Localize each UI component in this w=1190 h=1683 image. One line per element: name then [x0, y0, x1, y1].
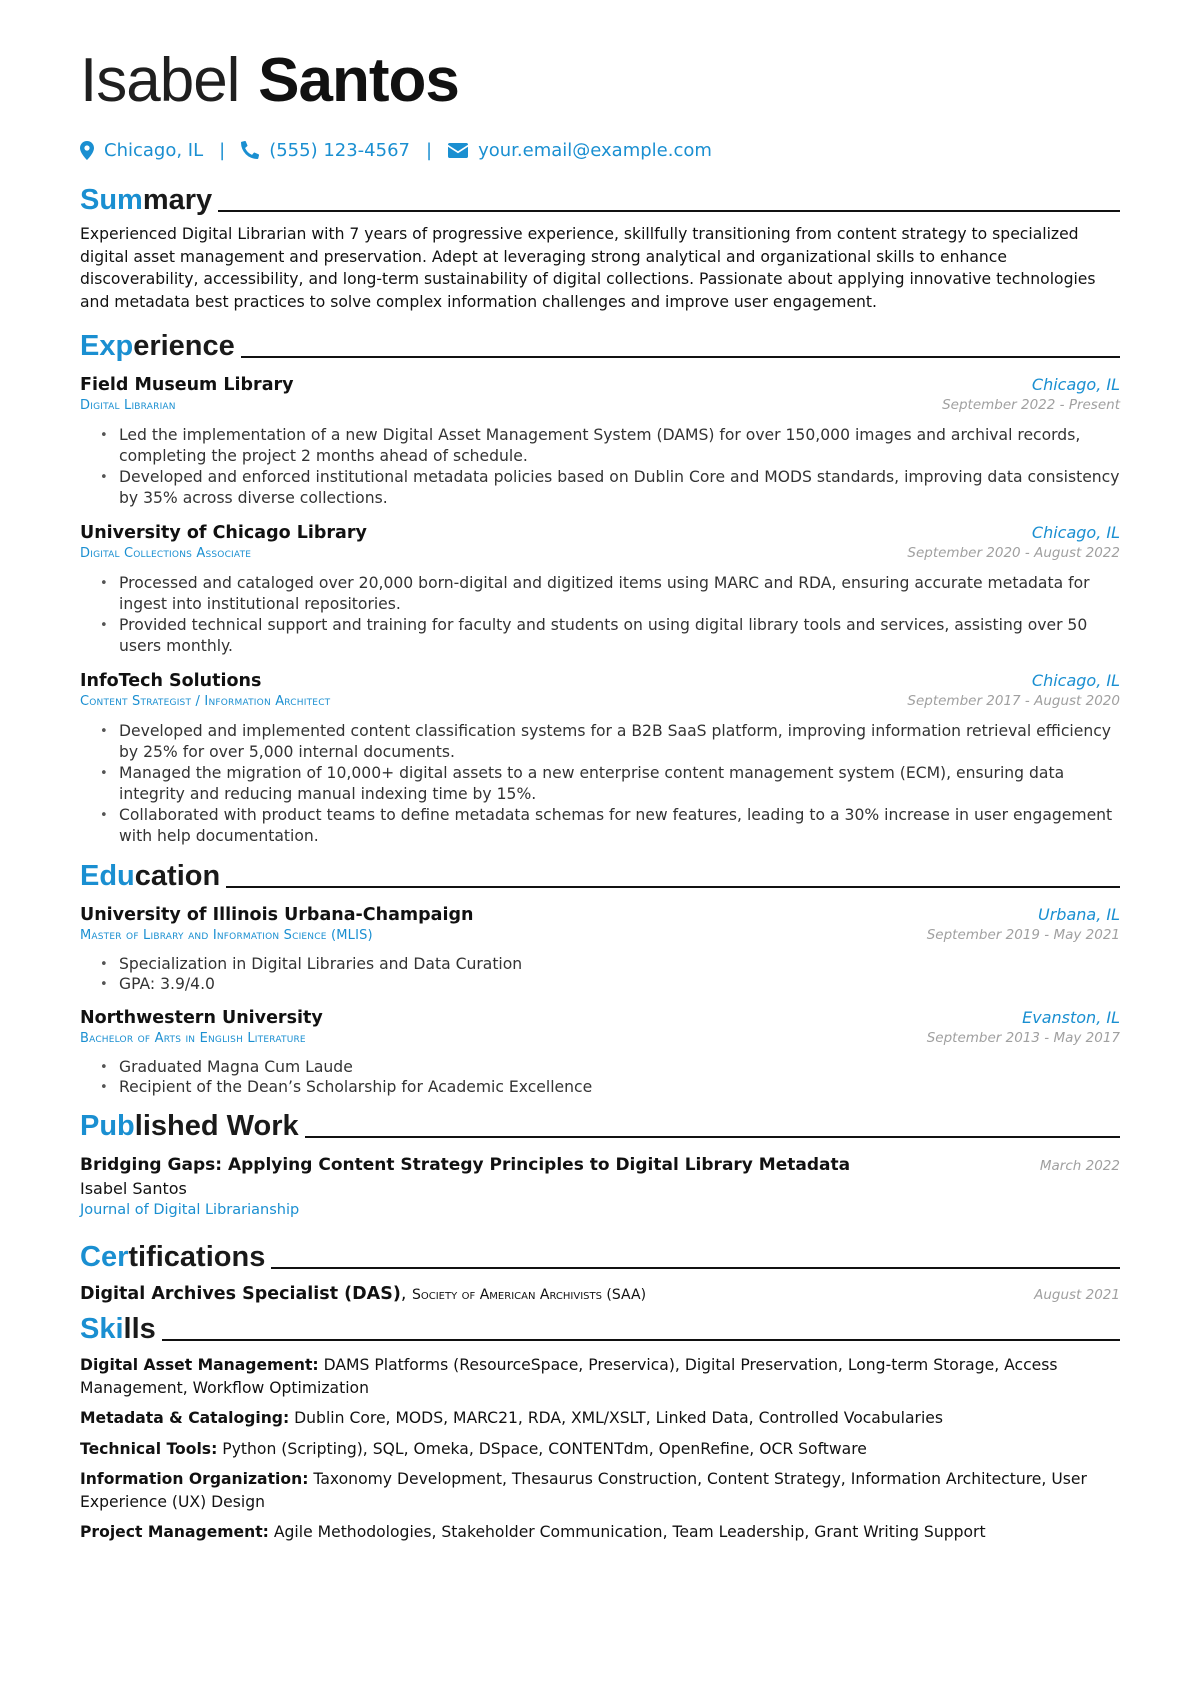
envelope-icon	[448, 143, 468, 158]
heading-accent: Ski	[80, 1313, 124, 1345]
contact-separator: |	[426, 139, 433, 161]
skills-heading	[80, 1308, 1120, 1346]
heading-accent: Exp	[80, 330, 134, 362]
skill-label: Project Management:	[80, 1523, 269, 1541]
job-bullets	[100, 721, 1120, 847]
employer-name: InfoTech Solutions	[80, 671, 262, 691]
contact-location	[80, 140, 203, 161]
certification-date: August 2021	[1034, 1287, 1120, 1303]
last-name: Santos	[258, 46, 459, 115]
publication-journal: Journal of Digital Librarianship	[80, 1202, 300, 1218]
list-item: • Recipient of the Dean’s Scholarship for Academic Excellence	[100, 1078, 1120, 1098]
certification-name: Digital Archives Specialist (DAS)	[80, 1284, 401, 1304]
degree-name: Bachelor of Arts in English Literature	[80, 1031, 306, 1046]
list-item: • GPA: 3.9/4.0	[100, 975, 1120, 995]
skill-label: Metadata & Cataloging:	[80, 1409, 290, 1427]
job-bullets	[100, 573, 1120, 657]
skill-label: Information Organization:	[80, 1470, 309, 1488]
section-rule	[271, 1267, 1120, 1269]
skill-value: Python (Scripting), SQL, Omeka, DSpace, CONTENTdm, OpenRefine, OCR Software	[217, 1439, 867, 1458]
publication-author: Isabel Santos	[80, 1179, 187, 1198]
phone-text: (555) 123-4567	[269, 139, 410, 161]
list-item: • Developed and enforced institutional metadata policies based on Dublin Core and MODS standards, improving data consistency by 35% across diverse collections.	[100, 467, 1120, 509]
list-item: • Developed and implemented content classification systems for a B2B SaaS platform, improving information retrieval efficiency by 25% for over 5,000 internal documents.	[100, 721, 1120, 763]
job-bullets	[100, 425, 1120, 509]
list-item: • Managed the migration of 10,000+ digital assets to a new enterprise content management system (ECM), ensuring data integrity and reducing manual indexing time by 15%.	[100, 763, 1120, 805]
skill-row	[80, 1407, 1120, 1430]
list-item: • Led the implementation of a new Digital Asset Management System (DAMS) for over 150,000 images and archival records, completing the project 2 months ahead of schedule.	[100, 425, 1120, 467]
heading-accent: Edu	[80, 860, 135, 892]
skill-row	[80, 1521, 1120, 1544]
degree-name: Master of Library and Information Science (MLIS)	[80, 928, 373, 943]
published-heading	[80, 1105, 1120, 1143]
skill-row	[80, 1354, 1120, 1399]
experience-entry	[80, 523, 1120, 657]
experience-entry	[80, 375, 1120, 509]
list-item: • Processed and cataloged over 20,000 born-digital and digitized items using MARC and RDA, ensuring accurate metadata for ingest into institutional repositories.	[100, 573, 1120, 615]
job-title: Digital Librarian	[80, 398, 176, 413]
experience-heading	[80, 325, 1120, 363]
job-location: Chicago, IL	[1031, 375, 1120, 394]
map-marker-icon	[80, 141, 94, 160]
education-entry	[80, 905, 1120, 994]
certification-entry	[80, 1284, 1120, 1304]
skill-row	[80, 1468, 1120, 1513]
contact-separator: |	[219, 139, 226, 161]
certification-issuer: Society of American Archivists (SAA)	[411, 1287, 647, 1303]
heading-rest: tifications	[128, 1241, 266, 1273]
section-rule	[241, 356, 1120, 358]
experience-entry	[80, 671, 1120, 847]
heading-rest: cation	[134, 860, 221, 892]
school-location: Evanston, IL	[1022, 1008, 1120, 1027]
first-name: Isabel	[80, 46, 240, 115]
education-heading	[80, 855, 1120, 893]
skill-value: Agile Methodologies, Stakeholder Communication, Team Leadership, Grant Writing Support	[268, 1523, 986, 1541]
skill-value: Taxonomy Development, Thesaurus Construction, Content Strategy, Information Architecture, User Experience (UX) Design	[80, 1470, 1087, 1511]
education-dates: September 2013 - May 2017	[926, 1030, 1120, 1046]
certifications-heading	[80, 1236, 1120, 1274]
section-rule	[305, 1136, 1120, 1138]
job-title: Content Strategist / Information Architect	[80, 694, 331, 709]
candidate-name	[80, 44, 1120, 117]
heading-accent: Pub	[80, 1110, 135, 1142]
heading-accent: Cer	[80, 1241, 129, 1273]
email-text: your.email@example.com	[478, 139, 712, 161]
heading-rest: erience	[133, 330, 235, 362]
section-rule	[218, 210, 1120, 212]
location-text: Chicago, IL	[104, 139, 204, 161]
list-item: • Specialization in Digital Libraries and Data Curation	[100, 955, 1120, 975]
list-item: • Provided technical support and training for faculty and students on using digital library tools and services, assisting over 50 users monthly.	[100, 615, 1120, 657]
employer-name: Field Museum Library	[80, 375, 294, 395]
publication-entry	[80, 1155, 1120, 1218]
resume-page	[80, 0, 1120, 1544]
job-title: Digital Collections Associate	[80, 546, 252, 561]
list-item: • Graduated Magna Cum Laude	[100, 1058, 1120, 1078]
heading-rest: lls	[123, 1313, 156, 1345]
publication-title: Bridging Gaps: Applying Content Strategy Principles to Digital Library Metadata	[80, 1155, 851, 1175]
contact-email[interactable]	[448, 140, 712, 161]
heading-rest: mary	[142, 184, 213, 216]
school-name: Northwestern University	[80, 1008, 323, 1028]
phone-icon	[241, 141, 259, 159]
heading-accent: Sum	[80, 184, 143, 216]
contact-phone[interactable]	[241, 140, 410, 161]
job-location: Chicago, IL	[1031, 671, 1120, 690]
skill-label: Technical Tools:	[80, 1439, 218, 1458]
skill-value: DAMS Platforms (ResourceSpace, Preservica), Digital Preservation, Long-term Storage, Access Management, Workflow Optimization	[80, 1356, 1058, 1397]
skill-value: Dublin Core, MODS, MARC21, RDA, XML/XSLT, Linked Data, Controlled Vocabularies	[289, 1409, 943, 1427]
job-dates: September 2022 - Present	[942, 397, 1120, 413]
education-entry	[80, 1008, 1120, 1097]
skill-row	[80, 1438, 1120, 1461]
education-bullets	[100, 1058, 1120, 1097]
heading-rest: lished Work	[134, 1110, 299, 1142]
school-location: Urbana, IL	[1038, 905, 1120, 924]
school-name: University of Illinois Urbana-Champaign	[80, 905, 474, 925]
contact-bar	[80, 137, 1120, 163]
summary-heading	[80, 179, 1120, 217]
publication-date: March 2022	[1039, 1158, 1120, 1174]
job-dates: September 2017 - August 2020	[907, 693, 1120, 709]
education-bullets	[100, 955, 1120, 994]
section-rule	[162, 1339, 1120, 1341]
employer-name: University of Chicago Library	[80, 523, 367, 543]
skill-label: Digital Asset Management:	[80, 1356, 319, 1374]
section-rule	[226, 886, 1120, 888]
job-location: Chicago, IL	[1031, 523, 1120, 542]
certification-separator: ,	[400, 1284, 412, 1304]
list-item: • Collaborated with product teams to define metadata schemas for new features, leading to a 30% increase in user engagement with help documentation.	[100, 805, 1120, 847]
job-dates: September 2020 - August 2022	[907, 545, 1120, 561]
summary-text: Experienced Digital Librarian with 7 years of progressive experience, skillfully transitioning from content strategy to specialized digital asset management and preservation. Adept at leveraging strong analytical and organizational skills to enhance discoverability, accessibility, and long-term sustainability of digital collections. Passionate about applying innovative technologies and metadata best practices to solve complex information challenges and improve user engagement.	[80, 225, 1096, 311]
education-dates: September 2019 - May 2021	[926, 927, 1120, 943]
